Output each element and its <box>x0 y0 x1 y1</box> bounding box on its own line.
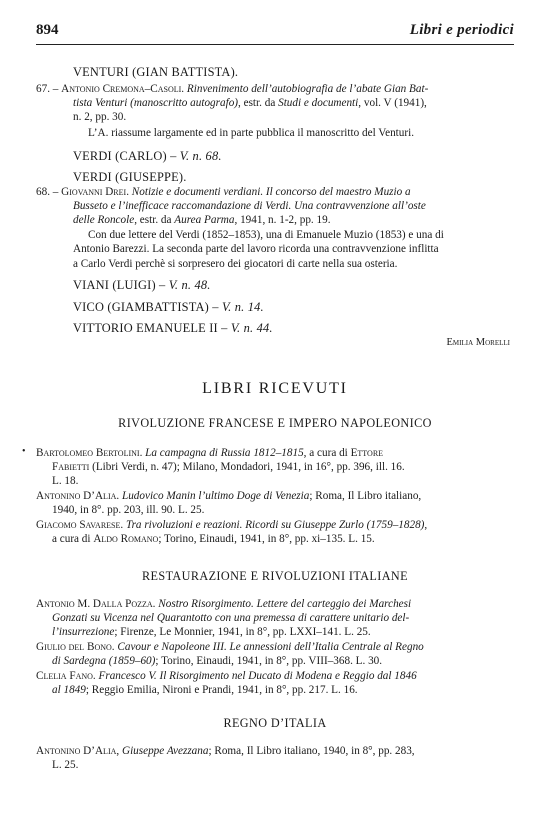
entry-68-note-1: Con due lettere del Verdi (1852–1853), una di Emanuele Muzio (1853) e una di <box>88 229 444 241</box>
entry-67-note: L’A. riassume largamente ed in parte pubblica il manoscritto del Venturi. <box>88 127 415 139</box>
book-entry-del-bono-line1: Giulio del Bono. Cavour e Napoleone III. Le annessioni dell’Italia Centrale al Regno <box>36 641 424 653</box>
entry-68-line2: Busseto e l’inefficace raccomandazione di Verdi. Una contravvenzione all’oste <box>73 200 426 212</box>
book-entry-savarese-line1: Giacomo Savarese. Tra rivoluzioni e reazioni. Ricordi su Giuseppe Zurlo (1759–1828), <box>36 519 428 531</box>
entry-68-note-2: Antonio Barezzi. La seconda parte del lavoro ricorda una contravvenzione inflitta <box>73 243 439 255</box>
book-entry-dalia-manin-line2: 1940, in 8°. pp. 203, ill. 90. L. 25. <box>52 504 205 516</box>
book-entry-dalla-pozza-line3: l’insurrezione; Firenze, Le Monnier, 1941, in 8°, pp. LXXI–141. L. 25. <box>52 626 371 638</box>
heading-verdi-carlo: VERDI (CARLO) – V. n. 68. <box>73 149 222 163</box>
entry-68-line3: delle Roncole, estr. da Aurea Parma, 1941, n. 1-2, pp. 19. <box>73 214 331 226</box>
heading-verdi-giuseppe: VERDI (GIUSEPPE). <box>73 170 187 184</box>
page-number: 894 <box>36 22 59 38</box>
book-entry-bertolini-line1: Bartolomeo Bertolini. La campagna di Russia 1812–1815, a cura di Ettore <box>36 447 384 459</box>
book-entry-del-bono-line2: di Sardegna (1859–60); Torino, Einaudi, 1941, in 8°, pp. VIII–368. L. 30. <box>52 655 383 667</box>
author-signature: Emilia Morelli <box>446 337 510 348</box>
subsection-rivoluzione-francese: RIVOLUZIONE FRANCESE E IMPERO NAPOLEONICO <box>118 416 432 430</box>
book-entry-fano-line1: Clelia Fano. Francesco V. Il Risorgimento nel Ducato di Modena e Reggio dal 1846 <box>36 670 417 682</box>
section-libri-ricevuti: LIBRI RICEVUTI <box>202 380 348 397</box>
book-entry-dalla-pozza-line2: Gonzati su Vicenza nel Quarantotto con una premessa di carattere unitario del- <box>52 612 410 624</box>
entry-67-line2: tista Venturi (manoscritto autografo), estr. da Studi e documenti, vol. V (1941), <box>73 97 427 109</box>
heading-vico: VICO (GIAMBATTISTA) – V. n. 14. <box>73 300 264 314</box>
book-entry-dalla-pozza-line1: Antonio M. Dalla Pozza. Nostro Risorgimento. Lettere del carteggio dei Marchesi <box>36 598 412 610</box>
entry-68-note-3: a Carlo Verdi perchè si sorpresero dei giocatori di carte nella sua osteria. <box>73 258 398 270</box>
subsection-regno-italia: REGNO D’ITALIA <box>223 716 327 730</box>
book-entry-dalia-avezzana-line2: L. 25. <box>52 759 79 771</box>
running-title: Libri e periodici <box>409 22 514 38</box>
book-entry-bertolini-line3: L. 18. <box>52 475 79 487</box>
heading-vittorio-emanuele: VITTORIO EMANUELE II – V. n. 44. <box>73 321 273 335</box>
entry-67-line3: n. 2, pp. 30. <box>73 111 127 123</box>
entry-68-line1: 68. – Giovanni Drei. Notizie e documenti verdiani. Il concorso del maestro Muzio a <box>36 186 411 198</box>
header-rule <box>36 44 514 45</box>
page-header <box>36 22 514 44</box>
book-entry-dalia-manin-line1: Antonino D’Alia. Ludovico Manin l’ultimo Doge di Venezia; Roma, Il Libro italiano, <box>36 490 422 502</box>
heading-viani: VIANI (LUIGI) – V. n. 48. <box>73 278 211 292</box>
book-entry-bertolini-line2: Fabietti (Libri Verdi, n. 47); Milano, Mondadori, 1941, in 16°, pp. 396, ill. 16. <box>52 461 405 473</box>
book-entry-fano-line2: al 1849; Reggio Emilia, Nironi e Prandi, 1941, in 8°, pp. 217. L. 16. <box>52 684 358 696</box>
book-entry-dalia-avezzana-line1: Antonino D’Alia, Giuseppe Avezzana; Roma, Il Libro italiano, 1940, in 8°, pp. 283, <box>36 745 415 757</box>
entry-67-line1: 67. – Antonio Cremona–Casoli. Rinvenimento dell’autobiografia de l’abate Gian Bat- <box>36 83 429 95</box>
book-entry-savarese-line2: a cura di Aldo Romano; Torino, Einaudi, 1941, in 8°, pp. xi–135. L. 15. <box>52 533 375 545</box>
subsection-restaurazione: RESTAURAZIONE E RIVOLUZIONI ITALIANE <box>142 569 408 583</box>
heading-venturi: VENTURI (GIAN BATTISTA). <box>73 65 239 79</box>
margin-mark: • <box>22 446 26 457</box>
